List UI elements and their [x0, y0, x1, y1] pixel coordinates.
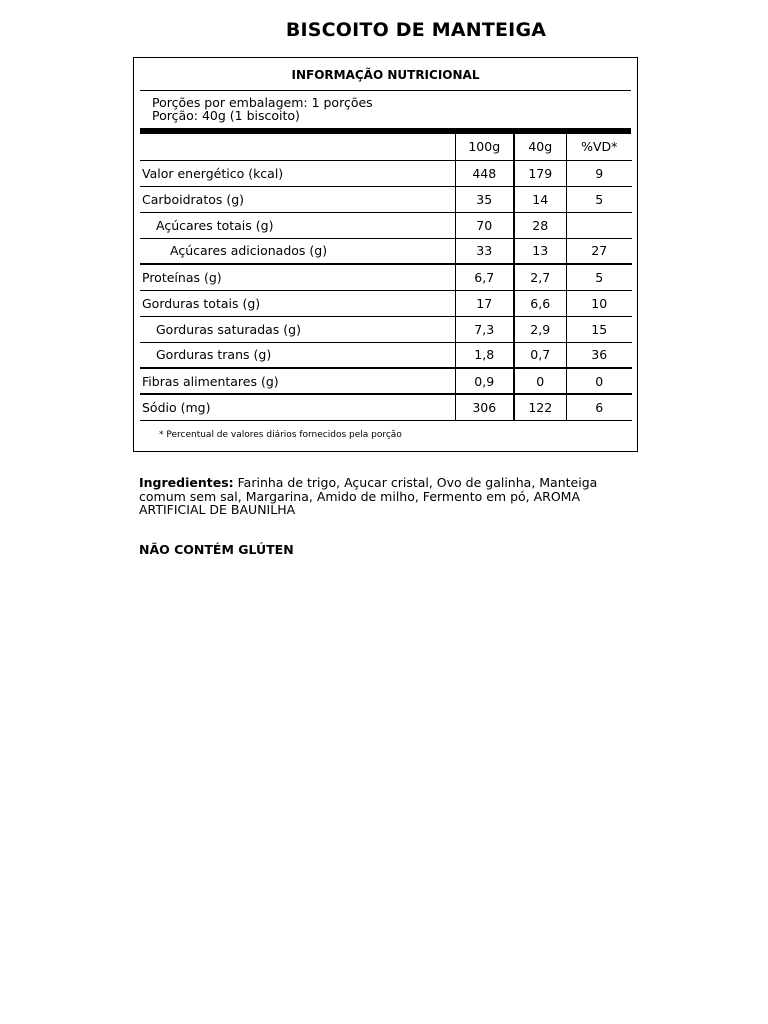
column-header-blank — [140, 134, 455, 160]
value-portion: 13 — [514, 238, 566, 264]
value-portion: 14 — [514, 186, 566, 212]
value-100g: 7,3 — [455, 316, 514, 342]
value-100g: 0,9 — [455, 368, 514, 394]
nutrient-label: Açúcares totais (g) — [140, 212, 455, 238]
value-vd: 27 — [566, 238, 632, 264]
nutrient-label: Açúcares adicionados (g) — [140, 238, 455, 264]
servings-per-package: Porções por embalagem: 1 porções — [152, 95, 373, 110]
nutrient-label: Proteínas (g) — [140, 264, 455, 290]
column-header-row — [140, 134, 632, 160]
value-portion: 2,9 — [514, 316, 566, 342]
ingredients-text: Farinha de trigo, Açucar cristal, Ovo de galinha, Manteiga comum sem sal, Margarina, Amido de milho, Fermento em pó, AROMA ARTIFICIAL DE BAUNILHA — [139, 475, 598, 517]
nutrient-label: Valor energético (kcal) — [140, 160, 455, 186]
value-portion: 122 — [514, 394, 566, 420]
nutrient-row-carbs — [140, 186, 632, 212]
nutrient-row-added-sugars — [140, 238, 632, 264]
value-100g: 33 — [455, 238, 514, 264]
value-vd — [566, 212, 632, 238]
nutrient-row-total-fat — [140, 290, 632, 316]
value-vd: 6 — [566, 394, 632, 420]
ingredients-paragraph — [139, 476, 619, 517]
serving-info — [152, 96, 373, 122]
value-portion: 6,6 — [514, 290, 566, 316]
nutrient-label: Gorduras trans (g) — [140, 342, 455, 368]
value-portion: 2,7 — [514, 264, 566, 290]
product-title: BISCOITO DE MANTEIGA — [285, 19, 547, 41]
value-100g: 448 — [455, 160, 514, 186]
value-portion: 0,7 — [514, 342, 566, 368]
column-header-portion: 40g — [514, 134, 566, 160]
value-100g: 1,8 — [455, 342, 514, 368]
nutrition-header: INFORMAÇÃO NUTRICIONAL — [140, 58, 631, 91]
value-100g: 70 — [455, 212, 514, 238]
nutrient-row-saturated-fat — [140, 316, 632, 342]
column-header-vd: %VD* — [566, 134, 632, 160]
value-vd: 5 — [566, 264, 632, 290]
value-100g: 6,7 — [455, 264, 514, 290]
ingredients-label: Ingredientes: — [139, 475, 234, 490]
value-portion: 0 — [514, 368, 566, 394]
gluten-statement: NÃO CONTÉM GLÚTEN — [139, 542, 294, 557]
nutrient-table — [140, 134, 632, 421]
nutrient-row-total-sugars — [140, 212, 632, 238]
vd-footnote: * Percentual de valores diários fornecidos pela porção — [159, 430, 402, 440]
nutrient-row-energy — [140, 160, 632, 186]
nutrient-label: Carboidratos (g) — [140, 186, 455, 212]
nutrient-row-trans-fat — [140, 342, 632, 368]
value-vd: 9 — [566, 160, 632, 186]
value-vd: 5 — [566, 186, 632, 212]
value-portion: 28 — [514, 212, 566, 238]
nutrition-facts-table — [133, 57, 638, 452]
nutrient-row-sodium — [140, 394, 632, 420]
serving-size: Porção: 40g (1 biscoito) — [152, 108, 300, 123]
value-vd: 15 — [566, 316, 632, 342]
nutrient-row-protein — [140, 264, 632, 290]
value-vd: 36 — [566, 342, 632, 368]
column-header-100g: 100g — [455, 134, 514, 160]
value-100g: 17 — [455, 290, 514, 316]
value-100g: 35 — [455, 186, 514, 212]
nutrient-label: Gorduras totais (g) — [140, 290, 455, 316]
value-100g: 306 — [455, 394, 514, 420]
value-portion: 179 — [514, 160, 566, 186]
value-vd: 10 — [566, 290, 632, 316]
nutrient-label: Fibras alimentares (g) — [140, 368, 455, 394]
nutrient-label: Gorduras saturadas (g) — [140, 316, 455, 342]
nutrient-row-fiber — [140, 368, 632, 394]
value-vd: 0 — [566, 368, 632, 394]
nutrient-label: Sódio (mg) — [140, 394, 455, 420]
